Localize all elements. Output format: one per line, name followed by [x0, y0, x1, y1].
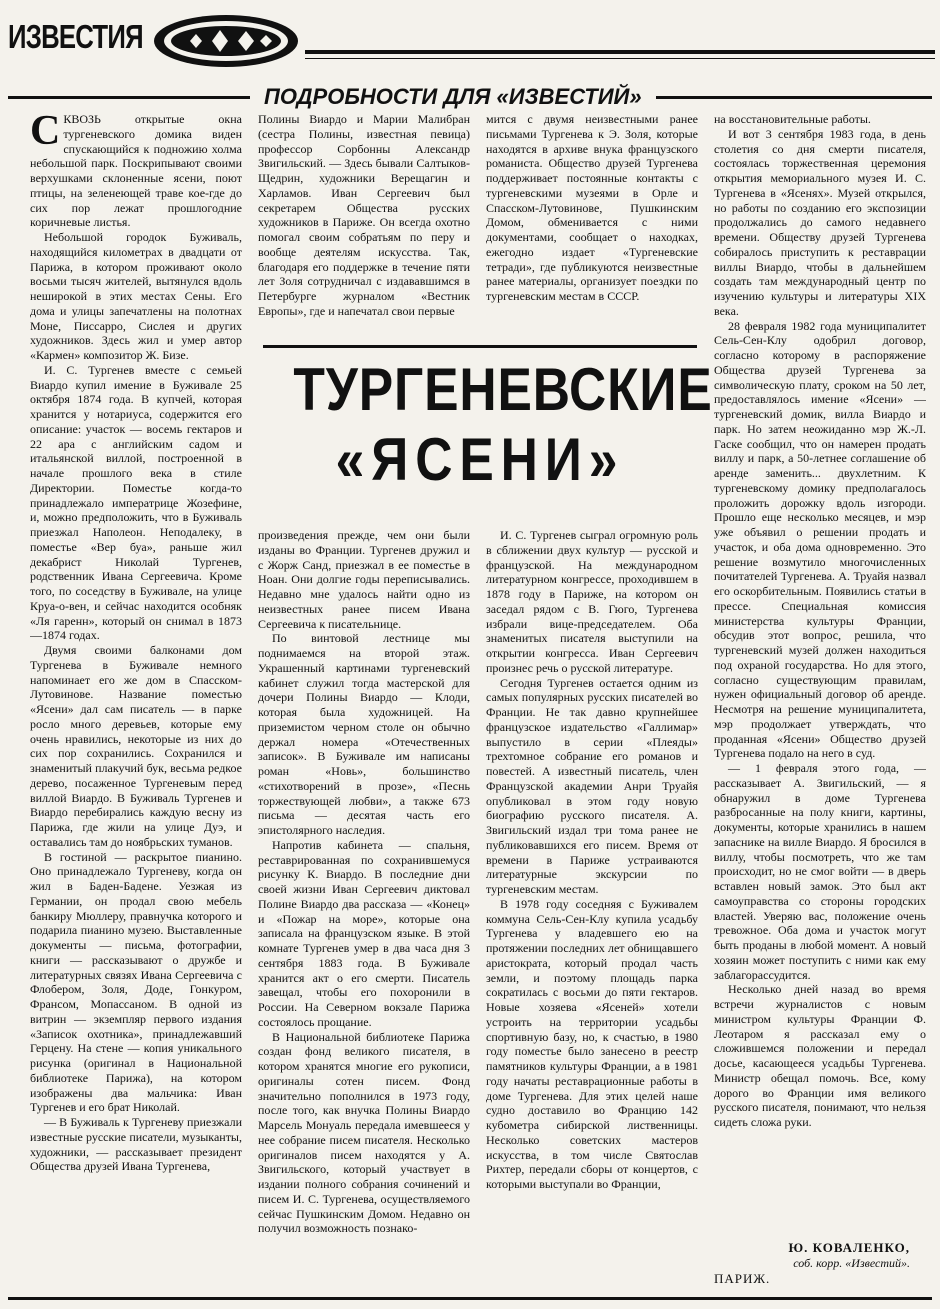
article-column-1 [30, 112, 242, 1292]
paragraph: И. С. Тургенев вместе с семьей Виардо купил имение в Буживале 25 октября 1874 года. В купчей, которая хранится у нотариуса, содержится его описание: участок — восемь гектаров и 22 ара с английским садом и итальянской виллой, построенной в начале прошлого века в стиле Директории. Поместье когда-то принадлежало императрице Жозефине, и, можно предположить, что в Буживаль приезжал Наполеон. Неподалеку, в поместье «Вер буа», раньше жил декабрист Николай Тургенев, родственник Ивана Сергеевича. Кроме того, по соседству в Буживале, на улице Круа-о-вен, и сейчас находится особняк «Ля гаренн», который он снимал в 1873—1874 годах. [30, 362, 242, 643]
headline-rule [263, 345, 697, 348]
paragraph: на восстановительные работы. [714, 112, 871, 126]
article-column-3 [486, 528, 698, 1288]
paragraph: 28 февраля 1982 года муниципалитет Сель-Сен-Клу одобрил договор, согласно которому в распоряжение Общества друзей Тургенева за символическую плату, сроком на 50 лет, предоставлялось имение «Ясени» — тургеневский домик, вилла Виардо и парк. Но затем неожиданно мэр Ж.-Л. Гаске сообщил, что он намерен продать виллу и парк, а 50-летнее соглашение об аренде заменить... двухлетним. К тургеневскому домику предполагалось проложить дорожку вдоль изгороди. Прошло еще несколько месяцев, и мэр уже объявил о решении продать и участок, и оба дома одновременно. Это решение возмутило многочисленных почитателей Тургенева. А. Труайя назвал его оскорбительным. Появились статьи в прессе. Специальная комиссия министерства культуры Франции, обсудив этот вопрос, решила, что тургеневский музей должен находиться под охраной государства. Но для этого, согласно существующим правилам, нужен официальный договор об аренде. Несмотря на решение муниципалитета, мэр продолжает утверждать, что проданная «Ясени» Общество друзей Тургенева подало на него в суд. [714, 318, 926, 761]
paragraph: В Национальной библиотеке Парижа создан фонд великого писателя, в котором хранятся многие его рукописи, оригиналы сотен писем. Фонд значительно пополнился в 1973 году, после того, как внучка Полины Виардо Марсель Монуаль передала имевшееся у нее собрание писем писателя. Несколько оригиналов писем находятся у А. Звигильского, который участвует в издании полного собрания сочинений и писем И. С. Тургенева, осуществляемого сейчас Пушкинским Домом. Недавно он получил возможность познако- [258, 1029, 470, 1236]
headline-line-1: ТУРГЕНЕВСКИЕ [293, 356, 713, 423]
paragraph: — 1 февраля этого года, — рассказывает А. Звигильский, — я обнаружил в доме Тургенева разбросанные на полу книги, картины, документы, которые хранились в нашем запаснике на вилле Виардо. Я бросился в виллу, чтобы посмотреть, что же там происходит, но не смог войти — в дверь вставлен новый замок. Это был акт самоуправства со стороны городских властей. Уверяю вас, положение очень тревожное. Оба дома и участок могут быть проданы в любой момент. А новый хозяин может поступить с ними как ему заблагорассудится. [714, 761, 926, 982]
article-column-4 [714, 112, 926, 1232]
article-column-3-top [486, 112, 698, 340]
paragraph: произведения прежде, чем они были изданы во Франции. Тургенев дружил и с Жорж Санд, приезжал в ее поместье в Ноан. Они долгие годы переписывались. Недавно мне удалось найти одно из неизвестных ранее писем Ивана Сергеевича к писательнице. [258, 528, 470, 631]
newspaper-name: ИЗВЕСТИЯ [8, 18, 143, 55]
author-byline: соб. корр. «Известий». [793, 1256, 910, 1270]
paragraph: мится с двумя неизвестными ранее письмами Тургенева к Э. Золя, которые находятся в архиве внука французского романиста. Общество друзей Тургенева поддерживает постоянные контакты с тургеневскими музеями в Орле и Спасском-Лутовинове, Пушкинским Домом, обменивается с ними документами, сообщает о находках, ежегодно издает «Тургеневские тетради», где публикуются неизвестные ранее материалы, организует поездки по тургеневским местам в СССР. [486, 112, 698, 303]
paragraph: В гостиной — раскрытое пианино. Оно принадлежало Тургеневу, когда он жил в Баден-Бадене. Уезжая из Германии, он продал свою мебель банкиру Мюллеру, правнучка которого и подарила пианино музею. Выставленные документы — письма, фотографии, книги — рассказывают о дружбе и литературных связях Ивана Сергеевича с Флобером, Золя, Доде, Гонкуром, Франсом, Мопассаном. В одной из витрин — экземпляр первого издания «Записок охотника», принадлежавший Герцену. На стене — копия уникального рисунка (оригинал в Национальной библиотеке Парижа), на котором изображены два мальчика: Иван Тургенев и его брат Николай. [30, 849, 242, 1115]
headline [263, 355, 713, 500]
masthead-rule [305, 50, 935, 54]
dateline: ПАРИЖ. [714, 1271, 771, 1286]
section-kicker: ПОДРОБНОСТИ ДЛЯ «ИЗВЕСТИЙ» [250, 84, 656, 110]
author-signature: Ю. КОВАЛЕНКО, [788, 1240, 910, 1255]
paragraph: Двумя своими балконами дом Тургенева в Буживале немного напоминает его же дом в Спасском-Лутовинове. Название поместью «Ясени» дал сам писатель — в парке росло много деревьев, которые ему очень нравились, некоторые из них до сих пор сохранились. Сохранился и знаменитый плакучий бук, весьма редкое дерево, посаженное Тургеневым перед виллой Виардо. В Буживаль Тургенев и Виардо перебирались каждую весну из Парижа, где жили на улице Дуэ, и оставались там до ноябрьских туманов. [30, 643, 242, 849]
author-block [714, 1240, 910, 1287]
paragraph: Небольшой городок Буживаль, находящийся километрах в двадцати от Парижа, в котором проживают около восьми тысяч жителей, вытянулся вдоль неширокой в этих местах Сены. Его дома и улицы запечатлены на полотнах Моне, Писсарро, Сислея и других художников. Здесь жил и умер автор «Кармен» композитор Ж. Бизе. [30, 230, 242, 362]
masthead-rule-thin [305, 58, 935, 59]
paragraph: Сегодня Тургенев остается одним из самых популярных русских писателей во Франции. Не так давно крупнейшее французское издательство «Галлимар» выпустило в серии «Плеяды» трехтомное собрание его романов и повестей. А известный писатель, член Французской академии Анри Труайя опубликовал в этом году новую биографию русского писателя. А. Звигильский издал три тома ранее не публиковавшихся его писем. Время от времени в Париже устраиваются литературные экскурсии по тургеневским местам. [486, 675, 698, 896]
order-emblem-icon [150, 10, 302, 72]
paragraph: Напротив кабинета — спальня, реставрированная по сохранившемуся рисунку К. Виардо. В последние дни своей жизни Иван Сергеевич диктовал Полине Виардо два рассказа — «Конец» и «Пожар на море», которые она записала на французском языке. В этой комнате Тургенев умер в два часа дня 3 сентября 1883 года. В Буживале хранится акт о его смерти. Писатель завещал, чтобы его похоронили в России. На Северном вокзале Парижа состоялось прощание. [258, 837, 470, 1029]
paragraph: — В Буживаль к Тургеневу приезжали известные русские писатели, музыканты, художники, — рассказывает президент Общества друзей Ивана Тургенева, [30, 1115, 242, 1174]
paragraph: И. С. Тургенев сыграл огромную роль в сближении двух культур — русской и французской. На международном литературном конгрессе, проходившем в 1878 году в Париже, на котором он заседал рядом с В. Гюго, Тургенева избрали вице-председателем. Оба знаменитых писателя выступили на открытии конгресса. Иван Сергеевич произнес речь о русской литературе. [486, 528, 698, 675]
paragraph: Полины Виардо и Марии Малибран (сестра Полины, известная певица) профессор Сорбонны Александр Звигильский. — Здесь бывали Салтыков-Щедрин, художники Верещагин и Харламов. Иван Сергеевич был секретарем Общества русских художников в Париже. Он всегда охотно помогал своим собратьям по перу и вообще деятелям искусства. Так, благодаря его поддержке в течение пяти лет Золя сотрудничал с издававшимся в Петербурге журналом «Вестник Европы», где и напечатал свои первые [258, 112, 470, 318]
paragraph: По винтовой лестнице мы поднимаемся на второй этаж. Украшенный картинами тургеневский кабинет служил тогда мастерской для дочери Полины Виардо — Клоди, которая была художницей. На приземистом черном столе он обычно держал номера «Отечественных записок». В Буживале им написаны роман «Новь», большинство «стихотворений в прозе», «Песнь торжествующей любви», а также 673 письма — десятая часть его эпистолярного наследия. [258, 631, 470, 837]
article-column-2 [258, 528, 470, 1288]
bottom-rule [8, 1297, 932, 1300]
paragraph: В 1978 году соседняя с Буживалем коммуна Сель-Сен-Клу купила усадьбу Тургенева у владевшего ею на протяжении последних лет обнищавшего аристократа, который продал часть земли, и поэтому площадь парка сократилась с восьми до пяти гектаров. Новые хозяева «Ясеней» хотели устроить на территории усадьбы спортивную базу, но, к счастью, в 1980 году поместье было занесено в реестр памятников культуры Франции, а в 1981 году начаты реставрационные работы в доме Тургенева. Для этих целей наше судно доставило во Францию 142 кубометра сибирской лиственницы. Несколько советских мастеров искусства, в том числе Святослав Рихтер, передали сборы от концертов, с которыми выступали во Франции, [486, 896, 698, 1191]
drop-cap: С [30, 112, 61, 154]
lead-paragraph: СКВОЗЬ открытые окна тургеневского домика виден спускающийся к подножию холма небольшой парк. Поскрипывают своими верхушками склоненные ясени, поют птицы, на зеленеющей траве кое-где до сих пор лежат прошлогодние коричневые листья. [30, 112, 242, 230]
paragraph: И вот 3 сентября 1983 года, в день столетия со дня смерти писателя, состоялась торжественная церемония открытия мемориального музея И. С. Тургенева в «Ясенях». Музей открылся, но работы по созданию его экспозиции продолжались до самого недавнего времени. Обществу друзей Тургенева собиралось приступить к реставрации виллы Виардо, чтобы в дальнейшем создать там международный центр по изучению культуры и литературы XIX века. [714, 126, 926, 318]
headline-line-2: «ЯСЕНИ» [335, 426, 625, 493]
article-column-2-top [258, 112, 470, 340]
paragraph: Несколько дней назад во время встречи журналистов с новым министром культуры Франции Ф. Леотаром я рассказал ему о сложившемся положении и передал досье, касающееся усадьбы Тургенева. Министр обещал помочь. Все, кому дорого во Франции имя великого русского писателя, понимают, что нельзя сидеть сложа руки. [714, 982, 926, 1129]
